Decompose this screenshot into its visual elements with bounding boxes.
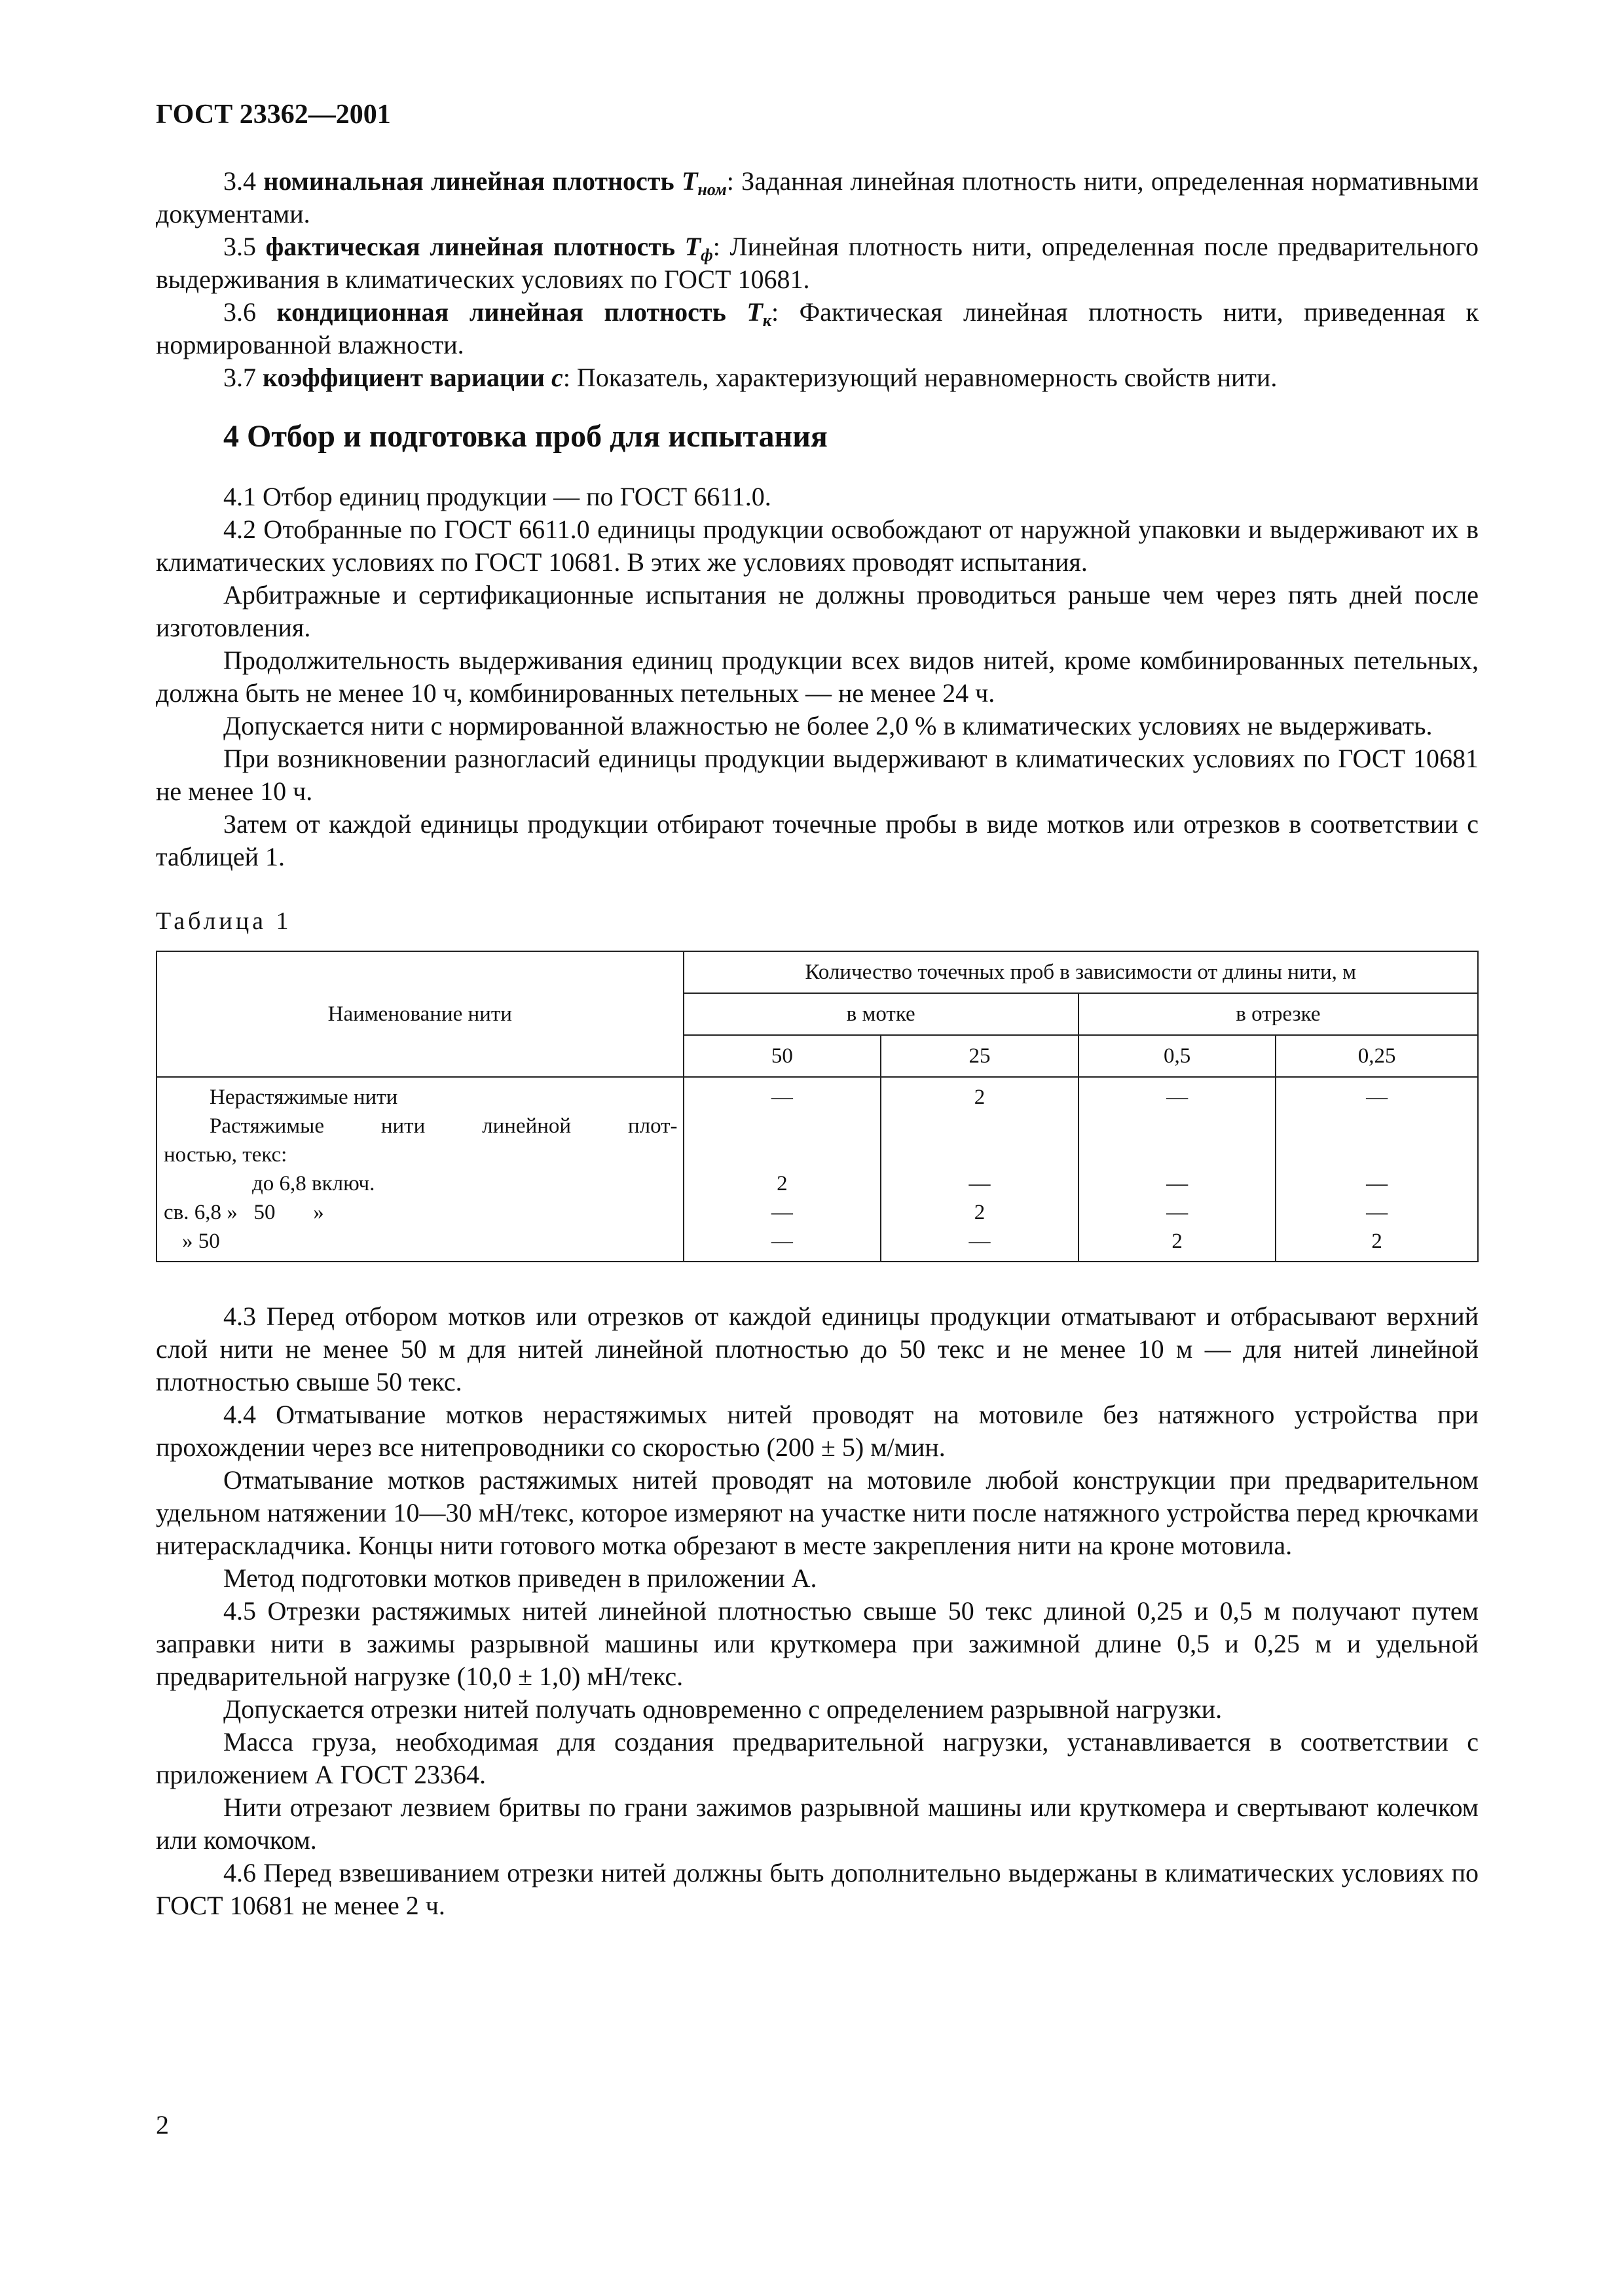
term: коэффициент вариации xyxy=(263,363,545,392)
paragraph: Допускается нити с нормированной влажностью не более 2,0 % в климатических условиях не выдерживать. xyxy=(223,711,1433,740)
paragraph: 4.5 Отрезки растяжимых нитей линейной плотностью свыше 50 текс длиной 0,25 и 0,5 м получают путем заправки нити в зажимы разрывной машины или круткомера при зажимной длине 0,5 и 0,25 м и удельной предварительной нагрузке (10,0 ± 1,0) мН/текс. xyxy=(156,1596,1479,1691)
term: кондиционная линейная плотность xyxy=(276,297,726,327)
section4-body xyxy=(156,1300,1479,1922)
header-length-0-5: 0,5 xyxy=(1078,1035,1276,1077)
header-length-25: 25 xyxy=(881,1035,1078,1077)
paragraph: Допускается отрезки нитей получать одновременно с определением разрывной нагрузки. xyxy=(223,1694,1223,1724)
paragraph: 4.4 Отматывание мотков нерастяжимых нитей проводят на мотовиле без натяжного устройства при прохождении через все нитепроводники со скоростью (200 ± 5) м/мин. xyxy=(156,1400,1479,1462)
paragraph: Масса груза, необходимая для создания предварительной нагрузки, устанавливается в соответствии с приложением А ГОСТ 23364. xyxy=(156,1727,1479,1789)
header-length-50: 50 xyxy=(684,1035,881,1077)
symbol: c xyxy=(551,363,563,392)
definition-3-7: 3.7 коэффициент вариации c: Показатель, характеризующий неравномерность свойств нити. xyxy=(223,363,1278,392)
symbol: $T_{ном}$ xyxy=(681,166,727,199)
document-page xyxy=(156,98,1479,1922)
header-sample-count: Количество точечных проб в зависимости от длины нити, м xyxy=(684,951,1478,993)
paragraph: Продолжительность выдерживания единиц продукции всех видов нитей, кроме комбинированных петельных, должна быть не менее 10 ч, комбинированных петельных — не менее 24 ч. xyxy=(156,646,1479,708)
symbol: $T_ф$ xyxy=(684,232,713,264)
paragraph: Отматывание мотков растяжимых нитей проводят на мотовиле любой конструкции при предварительном удельном натяжении 10—30 мН/текс, которое измеряют на участке нити после натяжного устройства перед крючками нитераскладчика. Концы нити готового мотка обрезают в месте закрепления нити на кроне мотовила. xyxy=(156,1465,1479,1560)
paragraph: Арбитражные и сертификационные испытания не должны проводиться раньше чем через пять дней после изготовления. xyxy=(156,580,1479,642)
header-in-skein: в мотке xyxy=(684,993,1078,1035)
thread-names-cell xyxy=(157,1077,684,1262)
table-row-label: » 50 xyxy=(182,1230,220,1253)
paragraph: При возникновении разногласий единицы продукции выдерживают в климатических условиях по ГОСТ 10681 не менее 10 ч. xyxy=(156,744,1479,806)
page-number: 2 xyxy=(156,2110,169,2140)
header-length-0-25: 0,25 xyxy=(1276,1035,1478,1077)
paragraph: Затем от каждой единицы продукции отбирают точечные пробы в виде мотков или отрезков в соответствии с таблицей 1. xyxy=(156,809,1479,871)
column-0-25-values: — — — 2 xyxy=(1276,1077,1478,1262)
column-25-values: 2 — 2 — xyxy=(881,1077,1078,1262)
term: фактическая линейная плотность xyxy=(265,232,676,261)
paragraph: Нити отрезают лезвием бритвы по грани зажимов разрывной машины или круткомера и свертывают колечком или комочком. xyxy=(156,1793,1479,1855)
paragraph: 4.3 Перед отбором мотков или отрезков от каждой единицы продукции отматывают и отбрасывают верхний слой нити не менее 50 м для нитей линейной плотностью до 50 текс и не менее 10 м — для нитей линейной плотностью свыше 50 текс. xyxy=(156,1302,1479,1396)
table-row-label: Растяжимые нити линейной плот- xyxy=(210,1114,678,1138)
term: номинальная линейная плотность xyxy=(263,166,674,196)
table-caption: Таблица 1 xyxy=(156,907,292,935)
definition-3-6: 3.6 кондиционная линейная плотность $T_к$: Фактическая линейная плотность нити, приведенная к нормированной влажности. xyxy=(156,297,1479,359)
document-header: ГОСТ 23362—2001 xyxy=(156,100,391,130)
paragraph: 4.1 Отбор единиц продукции — по ГОСТ 6611.0. xyxy=(223,482,771,511)
section-title: 4 Отбор и подготовка проб для испытания xyxy=(223,419,828,454)
table-row-label: ностью, текс: xyxy=(164,1143,287,1167)
table-row-label: Нерастяжимые нити xyxy=(210,1085,398,1109)
definition-3-5: 3.5 фактическая линейная плотность $T_ф$: Линейная плотность нити, определенная после предварительного выдерживания в климатических условиях по ГОСТ 10681. xyxy=(156,232,1479,294)
table-row-label: до 6,8 включ. xyxy=(252,1172,375,1195)
paragraph: 4.6 Перед взвешиванием отрезки нитей должны быть дополнительно выдержаны в климатических условиях по ГОСТ 10681 не менее 2 ч. xyxy=(156,1858,1479,1920)
paragraph: Метод подготовки мотков приведен в приложении А. xyxy=(223,1563,817,1593)
column-50-values: — 2 — — xyxy=(684,1077,881,1262)
definition-3-4: 3.4 номинальная линейная плотность $T_{ном}$: Заданная линейная плотность нити, определенная нормативными документами. xyxy=(156,166,1479,228)
header-in-segment: в отрезке xyxy=(1078,993,1478,1035)
table-row-label: св. 6,8 » 50 » xyxy=(164,1201,324,1224)
sample-table xyxy=(156,951,1479,1262)
paragraph: 4.2 Отобранные по ГОСТ 6611.0 единицы продукции освобождают от наружной упаковки и выдерживают их в климатических условиях по ГОСТ 10681. В этих же условиях проводят испытания. xyxy=(156,515,1479,577)
header-thread-name: Наименование нити xyxy=(157,951,684,1077)
symbol: $T_к$ xyxy=(746,297,771,330)
column-0-5-values: — — — 2 xyxy=(1078,1077,1276,1262)
